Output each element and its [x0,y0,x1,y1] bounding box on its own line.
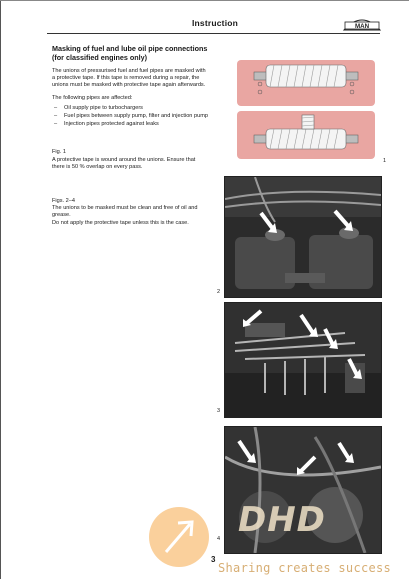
pipes-list [52,105,208,129]
figs24-text-1: The unions to be masked must be clean and free of oil and grease. [52,205,198,219]
watermark-arrow-circle-icon [148,506,210,568]
watermark-logo: DHD [238,500,326,540]
fig1-text: A protective tape is wound around the unions. Ensure that there is 50 % overlap on every pass. [52,156,196,170]
man-logo [342,14,382,32]
figure-3-number: 3 [217,408,221,414]
page-border-left [0,0,1,579]
figure-3-injection-pump-photo [224,302,382,418]
figure-4-number: 4 [217,536,221,542]
figure-1-tape-diagram [230,55,380,163]
figure-2-number: 2 [217,289,221,295]
text-column [52,44,208,232]
figure-2-engine-photo [224,176,382,298]
list-item: – Fuel pipes between supply pump, filter and injection pump [52,113,208,120]
pipes-heading: The following pipes are affected: [52,94,133,101]
section-title: Masking of fuel and lube oil pipe connections (for classified engines only) [52,44,208,62]
figs24-label: Figs. 2–4 [52,198,76,205]
page-number: 3 [211,555,216,564]
page-border-top [0,0,409,1]
header-rule [47,33,380,34]
fig1-label: Fig. 1 [52,149,66,156]
list-item: – Injection pipes protected against leaks [52,121,208,128]
watermark-slogan: Sharing creates success [218,561,392,575]
man-logo-text: MAN [354,23,370,30]
figure-1-number: 1 [383,158,387,164]
figs24-text-2: Do not apply the protective tape unless this is the case. [52,219,189,226]
list-item: – Oil supply pipe to turbochargers [52,105,208,112]
page-header-title: Instruction [191,18,239,28]
intro-paragraph: The unions of pressurised fuel and fuel pipes are masked with a protective tape. If this tape is removed during a repair, the unions must be masked with protective tape again afterwards. [52,68,206,89]
